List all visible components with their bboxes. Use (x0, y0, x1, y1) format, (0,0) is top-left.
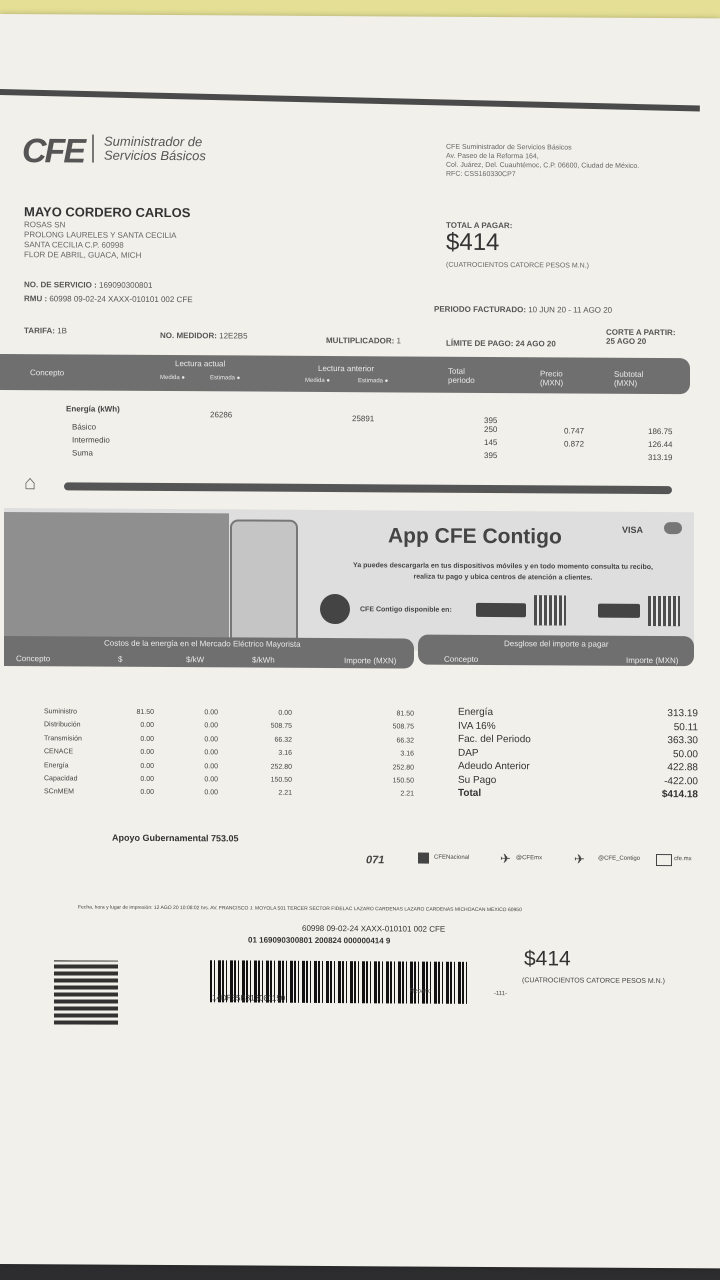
twitter-icon: ✈ (500, 851, 511, 867)
provider-address (446, 143, 696, 181)
wholesale-cell-c: 2.21 (278, 789, 292, 797)
medidor (160, 331, 248, 341)
rmu-label: RMU : (24, 294, 48, 304)
medidor-label: NO. MEDIDOR: (160, 330, 217, 341)
app-title: App CFE Contigo (388, 524, 562, 549)
col-lectura-anterior: Lectura anterior (318, 363, 375, 374)
qr-android-icon (534, 595, 566, 625)
twitter-icon: ✈ (574, 851, 585, 867)
provider-address-line: Col. Juárez, Del. Cuauhtémoc, C.P. 06600, Ciudad de México. (446, 161, 640, 170)
period-label: PERIODO FACTURADO: (434, 304, 526, 315)
apoyo-gubernamental: Apoyo Gubernamental 753.05 (112, 832, 239, 844)
wholesale-cell-concept: CENACE (44, 748, 74, 756)
wholesale-cell-a: 0.00 (140, 788, 154, 796)
customer-name: MAYO CORDERO CARLOS (24, 204, 191, 221)
wholesale-cell-a: 0.00 (140, 748, 154, 756)
wholesale-cell-b: 0.00 (204, 736, 218, 744)
service-number-label: NO. DE SERVICIO : (24, 280, 97, 290)
limit-date (446, 339, 556, 349)
wholesale-cell-b: 0.00 (204, 763, 218, 771)
customer-address-line: ROSAS SN (24, 220, 66, 230)
app-available: CFE Contigo disponible en: (360, 606, 452, 614)
mastercard-icon (664, 522, 682, 534)
multiplicador (326, 336, 401, 345)
wholesale-cell-c: 3.16 (278, 749, 292, 757)
row-concept: Suma (72, 448, 93, 458)
row-concept: Básico (72, 422, 97, 432)
reference-1: 60998 09-02-24 XAXX-010101 002 CFE (302, 923, 446, 934)
wholesale-cell-concept: SCnMEM (44, 788, 74, 796)
desglose-title: Desglose del importe a pagar (504, 639, 609, 649)
row-total: 145 (484, 437, 498, 448)
wholesale-cell-b: 0.00 (204, 749, 218, 757)
bill-sheet (0, 14, 720, 1268)
visa-logo: VISA (622, 524, 644, 535)
corte (606, 328, 696, 347)
print-info: Fecha, hora y lugar de impresión: 12 AGO 20 10:08:02 hrs. AV. FRANCISCO J. MOYOLA 501 TERCER SECTOR FIDELAC LAZARO CARDENAS LAZARO CARDENAS MICHOACAN MEXICO 60950 (78, 904, 522, 914)
row-subtotal: 126.44 (648, 439, 673, 450)
wh-col-importe: Importe (MXN) (344, 656, 397, 666)
wh-col-kw: $/kW (186, 655, 205, 665)
rmu (24, 294, 193, 304)
dg-col-importe: Importe (MXN) (626, 655, 679, 666)
qr-ios-icon (648, 596, 680, 626)
bill-qr-code (54, 960, 118, 1024)
wholesale-cell-b: 0.00 (204, 709, 218, 717)
corte-value: 25 AGO 20 (606, 336, 647, 346)
cfe-logo: CFE (22, 132, 84, 171)
separator-bar (64, 482, 672, 494)
multiplicador-value: 1 (396, 336, 401, 346)
total-words: (CUATROCIENTOS CATORCE PESOS M.N.) (446, 261, 589, 270)
google-play-badge[interactable] (476, 603, 526, 617)
footer-words: (CUATROCIENTOS CATORCE PESOS M.N.) (522, 977, 665, 986)
col-medida: Medida ● (305, 377, 330, 385)
service-number-value: 169090300801 (99, 280, 153, 290)
consumption-header-bar (0, 354, 690, 394)
desglose-concept: Su Pago (458, 774, 497, 786)
desglose-importe: 422.88 (667, 762, 698, 774)
wholesale-cell-a: 81.50 (136, 708, 154, 716)
wholesale-cell-concept: Energía (44, 762, 69, 770)
phone-graphic (230, 519, 298, 645)
multiplicador-label: MULTIPLICADOR: (326, 335, 395, 346)
wholesale-cell-importe: 66.32 (396, 737, 414, 745)
row-total: 250 (484, 424, 498, 435)
wholesale-cell-importe: 508.75 (392, 723, 414, 731)
footer-code: 14DF35B313081150 (212, 993, 286, 1003)
row-subtotal: 186.75 (648, 426, 673, 437)
twitter-handle-2[interactable]: @CFE_Contigo (598, 855, 641, 862)
wholesale-cell-importe: 2.21 (400, 790, 414, 798)
col-medida: Medida ● (160, 374, 185, 382)
wholesale-cell-concept: Capacidad (44, 775, 78, 783)
desglose-concept: Adeudo Anterior (458, 760, 530, 773)
wholesale-cell-c: 0.00 (278, 709, 292, 717)
limit-value: 24 AGO 20 (515, 339, 556, 349)
reference-2: 01 169090300801 200824 000000414 9 (248, 935, 391, 946)
wholesale-cell-importe: 150.50 (392, 777, 414, 785)
current-reading: 26286 (210, 410, 233, 420)
col-concepto: Concepto (30, 368, 65, 378)
billing-period (434, 305, 612, 315)
wholesale-cell-a: 0.00 (140, 721, 154, 729)
twitter-handle-1[interactable]: @CFEmx (516, 855, 543, 862)
tarifa-label: TARIFA: (24, 326, 55, 336)
wholesale-cell-c: 150.50 (270, 776, 292, 784)
wh-col-concepto: Concepto (16, 654, 51, 664)
customer-address-line: FLOR DE ABRIL, GUACA, MICH (24, 250, 142, 260)
app-text-2: realiza tu pago y ubica centros de atención a clientes. (413, 573, 593, 582)
rmu-value: 60998 09-02-24 XAXX-010101 002 CFE (49, 294, 193, 305)
row-concept: Intermedio (72, 435, 110, 445)
provider-address-line: CFE Suministrador de Servicios Básicos (446, 143, 572, 152)
wholesale-cell-a: 0.00 (140, 762, 154, 770)
col-estimada: Estimada ● (358, 378, 389, 385)
top-rule (0, 89, 700, 111)
row-price: 0.872 (564, 439, 585, 449)
wholesale-cell-importe: 3.16 (400, 750, 414, 758)
corte-label: CORTE A PARTIR: (606, 327, 676, 338)
desglose-importe: 50.11 (673, 721, 698, 733)
wholesale-cell-c: 66.32 (274, 736, 292, 744)
customer-address-line: PROLONG LAURELES Y SANTA CECILIA (24, 230, 177, 241)
col-estimada: Estimada ● (210, 375, 241, 382)
desglose-importe: 50.00 (672, 748, 698, 760)
wholesale-cell-concept: Suministro (44, 708, 78, 716)
house-icon: ⌂ (24, 472, 37, 495)
energy-total: 395 (484, 415, 498, 426)
desglose-concept: IVA 16% (458, 720, 496, 732)
desglose-concept: DAP (458, 747, 479, 759)
total-amount: $414 (446, 228, 500, 257)
col-total-periodo: Total periodo (448, 366, 475, 385)
col-lectura-actual: Lectura actual (175, 359, 226, 369)
wh-col-kwh: $/kWh (252, 655, 275, 665)
service-number (24, 280, 152, 290)
row-subtotal: 313.19 (648, 452, 673, 463)
limit-label: LÍMITE DE PAGO: (446, 338, 514, 349)
col-precio: Precio (MXN) (540, 369, 564, 388)
wholesale-table (44, 708, 424, 806)
medidor-value: 12E2B5 (219, 331, 248, 341)
wholesale-cell-concept: Transmisión (44, 735, 82, 743)
wholesale-cell-b: 0.00 (204, 776, 218, 784)
desglose-importe: $414.18 (661, 789, 698, 801)
desglose-concept: Fac. del Periodo (458, 733, 531, 746)
period-value: 10 JUN 20 - 11 AGO 20 (528, 305, 613, 315)
provider-address-line: RFC: CSS160330CP7 (446, 170, 516, 179)
cfe-subtitle: Suministrador de Servicios Básicos (92, 135, 244, 164)
wholesale-cell-b: 0.00 (204, 789, 218, 797)
wholesale-cell-a: 0.00 (140, 775, 154, 783)
desglose-concept: Total (458, 787, 482, 799)
customer-address (24, 220, 244, 261)
desglose-importe: 313.19 (667, 708, 698, 720)
desglose-importe: 363.30 (667, 735, 698, 747)
banner-photo (4, 512, 229, 647)
energy-label: Energía (kWh) (66, 404, 120, 414)
phone-number: 071 (366, 854, 385, 867)
wholesale-cell-b: 0.00 (204, 722, 218, 730)
tarifa-value: 1B (57, 326, 67, 336)
wholesale-cell-c: 252.80 (270, 763, 292, 771)
previous-reading: 25891 (352, 414, 375, 424)
wholesale-cell-a: 0.00 (140, 735, 154, 743)
row-price: 0.747 (564, 426, 585, 436)
wholesale-cell-importe: 81.50 (396, 710, 414, 718)
customer-address-line: SANTA CECILIA C.P. 60998 (24, 240, 124, 250)
footer-page: -111- (494, 991, 508, 998)
web-icon (656, 854, 672, 866)
total-label: TOTAL A PAGAR: (446, 220, 513, 231)
provider-address-line: Av. Paseo de la Reforma 164, (446, 152, 539, 161)
wholesale-cell-concept: Distribución (44, 721, 81, 729)
facebook-icon (418, 853, 429, 864)
col-subtotal: Subtotal (MXN) (614, 369, 644, 388)
desglose-concept: Energía (458, 706, 494, 719)
wholesale-title: Costos de la energía en el Mercado Eléctrico Mayorista (104, 638, 301, 649)
footer-reparto: Reparto (410, 988, 432, 995)
consumption-rows (72, 422, 692, 466)
row-total: 395 (484, 450, 498, 461)
tarifa (24, 326, 67, 335)
desglose-importe: -422.00 (664, 775, 698, 787)
dg-col-concepto: Concepto (444, 654, 479, 664)
app-store-badge[interactable] (598, 604, 640, 618)
cfe-app-icon (320, 594, 350, 624)
wholesale-cell-importe: 252.80 (392, 764, 414, 772)
facebook-handle[interactable]: CFENacional (434, 854, 470, 861)
footer-amount: $414 (524, 947, 571, 971)
wholesale-cell-c: 508.75 (270, 722, 292, 730)
app-text-1: Ya puedes descargarla en tus dispositivos móviles y en todo momento consulta tu recibo, (353, 562, 653, 571)
wh-col-pesos: $ (118, 654, 123, 664)
desglose-table (456, 707, 706, 809)
web-link[interactable]: cfe.mx (674, 856, 692, 863)
